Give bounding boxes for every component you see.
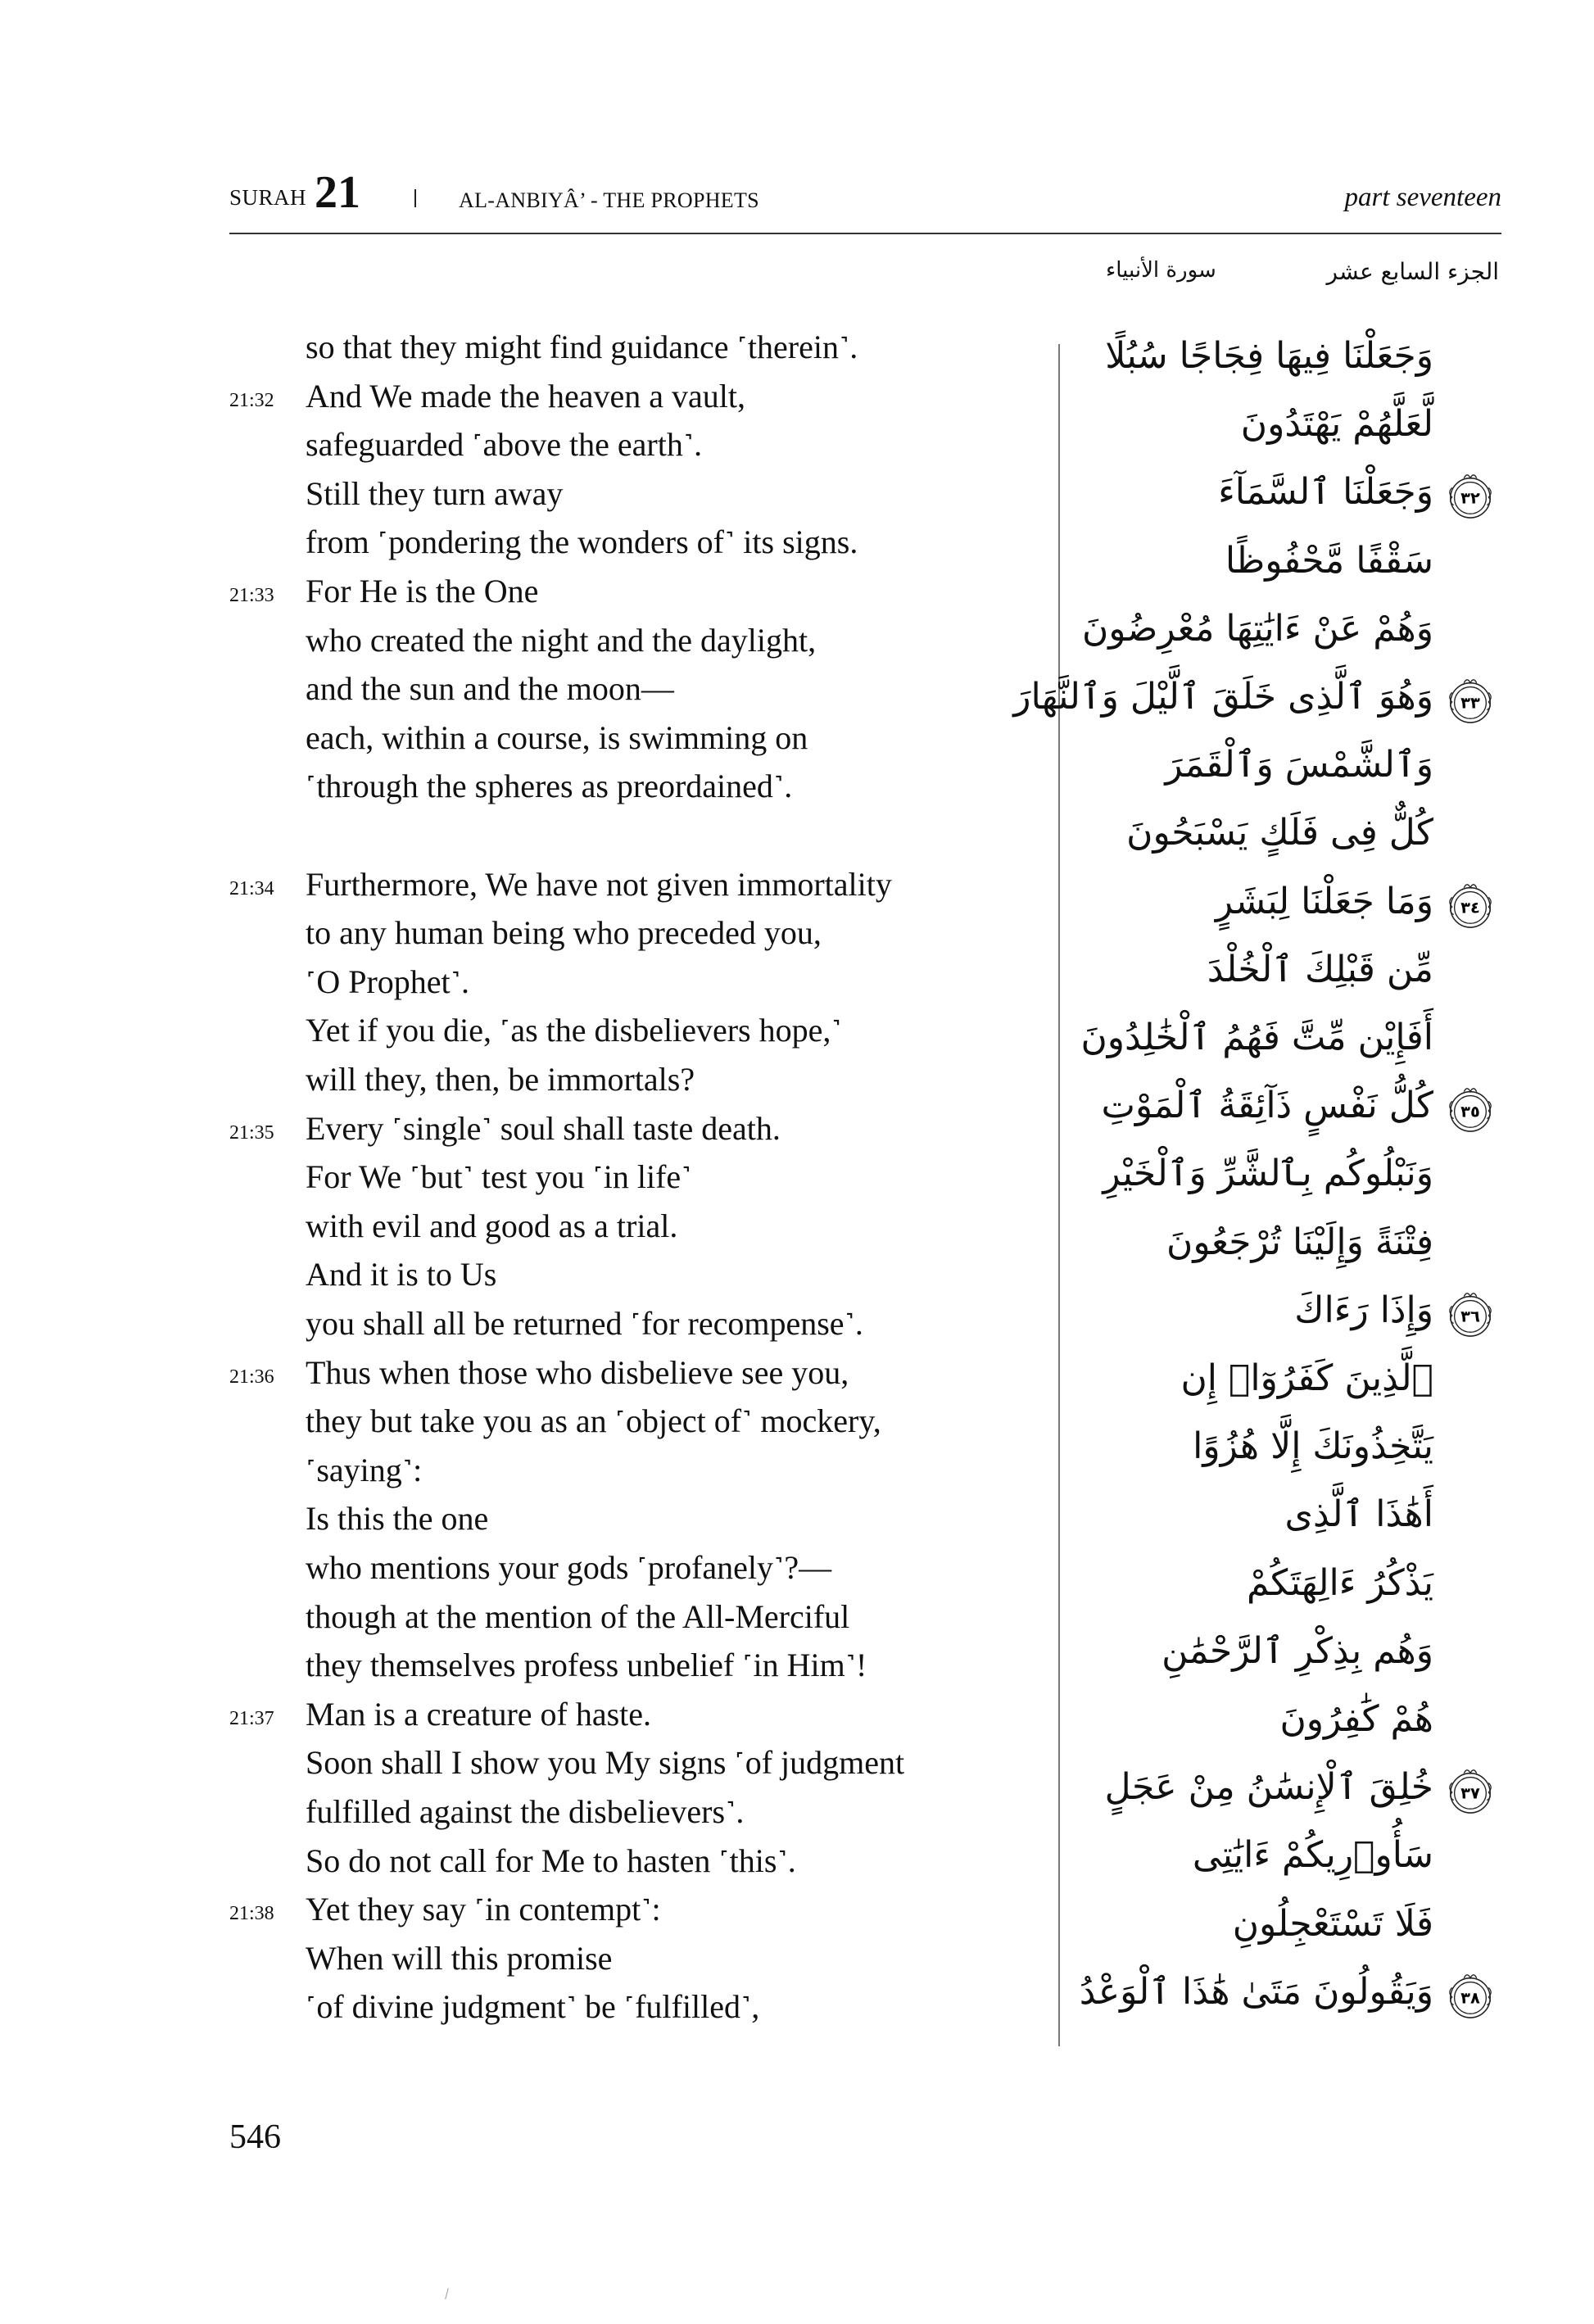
translation-text: from ˹pondering the wonders of˺ its signs. <box>306 523 858 561</box>
verse-number: 21:37 <box>229 1707 274 1729</box>
translation-line <box>229 1251 1016 1300</box>
arabic-line <box>1065 592 1507 658</box>
arabic-verse-text: وَٱلشَّمْسَ وَٱلْقَمَرَ <box>1165 744 1433 786</box>
translation-text: will they, then, be immortals? <box>306 1061 695 1098</box>
arabic-verse-text: خُلِقَ ٱلْإِنسَٰنُ مِنْ عَجَلٍ <box>1104 1766 1433 1809</box>
arabic-verse-text: وَمَا جَعَلْنَا لِبَشَرٍ <box>1215 880 1433 922</box>
arabic-line <box>1065 1342 1507 1407</box>
arabic-line <box>1065 319 1507 385</box>
translation-line <box>229 909 1016 958</box>
arabic-line <box>1065 1478 1507 1543</box>
translation-text: Yet they say ˹in contempt˺: <box>306 1891 661 1928</box>
ayah-number: ٣٧ <box>1460 1783 1480 1803</box>
arabic-line <box>1065 865 1507 931</box>
translation-line <box>229 1886 1016 1935</box>
translation-line <box>229 1642 1016 1691</box>
surah-label: SURAH <box>229 185 307 210</box>
translation-line <box>229 1203 1016 1252</box>
translation-line <box>229 665 1016 714</box>
translation-line <box>229 1739 1016 1788</box>
translation-text: So do not call for Me to hasten ˹this˺. <box>306 1842 796 1879</box>
arabic-line <box>1065 455 1507 521</box>
arabic-verse-text: وَنَبْلُوكُم بِٱلشَّرِّ وَٱلْخَيْرِ <box>1103 1153 1433 1195</box>
ayah-end-marker-icon <box>1448 1765 1492 1810</box>
translation-text: ˹saying˺: <box>306 1451 423 1488</box>
ayah-end-marker-icon <box>1448 880 1492 924</box>
translation-text: each, within a course, is swimming on <box>306 718 808 756</box>
arabic-verse-text: يَذْكُرُ ءَالِهَتَكُمْ <box>1246 1561 1433 1604</box>
arabic-line <box>1065 1819 1507 1884</box>
translation-text: Furthermore, We have not given immortality <box>306 865 892 903</box>
translation-text: safeguarded ˹above the earth˺. <box>306 426 703 464</box>
arabic-line <box>1065 1955 1507 2021</box>
translation-line <box>229 1935 1016 1984</box>
ayah-end-marker-icon <box>1448 675 1492 719</box>
arabic-verse-text: وَجَعَلْنَا ٱلسَّمَآءَ <box>1218 471 1433 514</box>
ayah-end-marker-icon <box>1448 470 1492 514</box>
translation-text: For He is the One <box>306 573 539 609</box>
arabic-line <box>1065 1547 1507 1612</box>
arabic-verse-text: لَّعَلَّهُمْ يَهْتَدُونَ <box>1240 403 1433 446</box>
translation-line <box>229 519 1016 568</box>
arabic-surah-label: سورة الأنبياء <box>1106 258 1216 283</box>
translation-text: they themselves profess unbelief ˹in Him˺! <box>306 1647 867 1684</box>
ayah-end-marker-icon <box>1448 1970 1492 2014</box>
translation-line <box>229 617 1016 666</box>
translation-line <box>229 958 1016 1008</box>
arabic-verse-text: كُلُّ نَفْسٍ ذَآئِقَةُ ٱلْمَوْتِ <box>1101 1085 1433 1127</box>
arabic-verse-text: فِتْنَةً وَإِلَيْنَا تُرْجَعُونَ <box>1166 1221 1433 1263</box>
translation-text: fulfilled against the disbelievers˺. <box>306 1793 745 1830</box>
translation-text: though at the mention of the All-Merciful <box>306 1597 850 1635</box>
translation-line <box>229 1153 1016 1203</box>
arabic-verse-text: سَقْفًا مَّحْفُوظًا <box>1225 539 1433 582</box>
arabic-line <box>1065 1069 1507 1135</box>
translation-text: Every ˹single˺ soul shall taste death. <box>306 1109 781 1147</box>
verse-number: 21:33 <box>229 585 274 606</box>
translation-line <box>229 1837 1016 1887</box>
translation-line <box>229 1495 1016 1544</box>
arabic-line <box>1065 933 1507 999</box>
translation-text: ˹of divine judgment˺ be ˹fulfilled˺, <box>306 1988 760 2026</box>
arabic-line <box>1065 387 1507 453</box>
translation-text: ˹through the spheres as preordained˺. <box>306 768 793 805</box>
translation-line <box>229 1788 1016 1837</box>
translation-text: And We made the heaven a vault, <box>306 377 745 415</box>
translation-line <box>229 568 1016 617</box>
translation-line <box>229 1691 1016 1740</box>
translation-line <box>229 1544 1016 1593</box>
translation-text: they but take you as an ˹object of˺ mockery, <box>306 1402 881 1440</box>
arabic-verse-text: أَفَإِيْن مِّتَّ فَهُمُ ٱلْخَٰلِدُونَ <box>1080 1017 1433 1058</box>
ayah-number: ٣٣ <box>1460 693 1480 713</box>
ayah-number: ٣٥ <box>1460 1102 1480 1121</box>
arabic-line <box>1065 1683 1507 1748</box>
translation-text: who created the night and the daylight, <box>306 621 817 659</box>
arabic-line <box>1065 1615 1507 1680</box>
arabic-line <box>1065 1410 1507 1475</box>
arabic-verse-text: يَتَّخِذُونَكَ إِلَّا هُزُوًا <box>1193 1425 1433 1468</box>
translation-line <box>229 1593 1016 1642</box>
arabic-line <box>1065 1137 1507 1203</box>
running-header <box>229 168 1501 217</box>
arabic-line <box>1065 1751 1507 1816</box>
ayah-number: ٣٨ <box>1460 1988 1480 2008</box>
translation-line <box>229 1105 1016 1154</box>
arabic-verse-text: مِّن قَبْلِكَ ٱلْخُلْدَ <box>1207 948 1433 990</box>
translation-text: Yet if you die, ˹as the disbelievers hope,˺ <box>306 1012 842 1049</box>
arabic-verse-text: ٱلَّذِينَ كَفَرُوٓا۟ إِن <box>1180 1357 1433 1399</box>
arabic-verse-text: أَهَٰذَا ٱلَّذِى <box>1284 1493 1433 1536</box>
translation-line <box>229 1300 1016 1349</box>
translation-text: ˹O Prophet˺. <box>306 963 469 1000</box>
arabic-line <box>1065 728 1507 794</box>
header-rule <box>229 233 1501 234</box>
arabic-verse-text: هُمْ كَٰفِرُونَ <box>1279 1698 1433 1740</box>
translation-text: to any human being who preceded you, <box>306 914 822 952</box>
arabic-line <box>1065 796 1507 862</box>
ayah-number: ٣٦ <box>1460 1307 1480 1326</box>
arabic-line <box>1065 1887 1507 1953</box>
arabic-verse-text: وَهُمْ عَنْ ءَايَٰتِهَا مُعْرِضُونَ <box>1081 607 1433 650</box>
translation-text: with evil and good as a trial. <box>306 1207 678 1244</box>
arabic-line <box>1013 660 1507 726</box>
ayah-end-marker-icon <box>1448 1084 1492 1128</box>
translation-text: Still they turn away <box>306 474 564 512</box>
verse-number: 21:38 <box>229 1903 274 1925</box>
surah-title: AL-ANBIYÂ’ - THE PROPHETS <box>459 188 759 212</box>
translation-line <box>229 421 1016 470</box>
column-divider <box>1058 344 1060 2046</box>
translation-text: you shall all be returned ˹for recompense˺. <box>306 1305 863 1342</box>
arabic-verse-text: وَيَقُولُونَ مَتَىٰ هَٰذَا ٱلْوَعْدُ <box>1079 1970 1433 2013</box>
translation-line <box>229 470 1016 519</box>
translation-line <box>229 1349 1016 1398</box>
translation-line <box>229 763 1016 812</box>
translation-line <box>229 714 1016 763</box>
verse-number: 21:34 <box>229 877 274 899</box>
surah-number: 21 <box>315 167 360 218</box>
translation-line <box>229 1398 1016 1447</box>
translation-line <box>229 1007 1016 1056</box>
verse-number: 21:36 <box>229 1366 274 1388</box>
translation-text: And it is to Us <box>306 1256 497 1293</box>
ayah-end-marker-icon <box>1448 1289 1492 1333</box>
header-separator-bar <box>414 189 416 207</box>
arabic-verse-text: وَهُم بِذِكْرِ ٱلرَّحْمَٰنِ <box>1162 1629 1433 1672</box>
translation-line <box>229 324 1016 373</box>
translation-line <box>229 1447 1016 1496</box>
arabic-line <box>1065 524 1507 590</box>
arabic-running-header <box>1106 258 1499 307</box>
arabic-verse-text: فَلَا تَسْتَعْجِلُونِ <box>1232 1902 1433 1945</box>
translation-text: Thus when those who disbelieve see you, <box>306 1353 849 1391</box>
translation-line <box>229 1056 1016 1105</box>
verse-number: 21:35 <box>229 1121 274 1144</box>
arabic-verse-text: كُلٌّ فِى فَلَكٍ يَسْبَحُونَ <box>1126 812 1433 854</box>
arabic-line <box>1065 1274 1507 1339</box>
translation-text: who mentions your gods ˹profanely˺?— <box>306 1549 832 1586</box>
translation-text: Is this the one <box>306 1500 489 1538</box>
arabic-line <box>1065 1206 1507 1271</box>
ayah-number: ٣٢ <box>1460 489 1480 509</box>
translation-text: For We ˹but˺ test you ˹in life˺ <box>306 1158 692 1196</box>
translation-text: Soon shall I show you My signs ˹of judgment <box>306 1744 905 1782</box>
ayah-number: ٣٤ <box>1460 898 1480 917</box>
arabic-line <box>1065 1001 1507 1067</box>
translation-text: When will this promise <box>306 1939 613 1977</box>
page-number: 546 <box>229 2118 281 2156</box>
arabic-verse-text: سَأُو۟رِيكُمْ ءَايَٰتِى <box>1192 1834 1433 1877</box>
arabic-juz-label: الجزء السابع عشر <box>1326 258 1499 285</box>
verse-number: 21:32 <box>229 389 274 411</box>
translation-text: Man is a creature of haste. <box>306 1695 652 1733</box>
scan-artifact <box>445 2288 449 2299</box>
translation-line <box>229 1983 1016 2032</box>
arabic-verse-text: وَإِذَا رَءَاكَ <box>1294 1289 1433 1331</box>
part-label: part seventeen <box>1344 183 1501 212</box>
translation-text: so that they might find guidance ˹therein˺. <box>306 328 858 365</box>
translation-line <box>229 373 1016 422</box>
arabic-verse-text: وَجَعَلْنَا فِيهَا فِجَاجًا سُبُلًا <box>1105 335 1433 377</box>
translation-line <box>229 861 1016 910</box>
arabic-verse-text: وَهُوَ ٱلَّذِى خَلَقَ ٱلَّيْلَ وَٱلنَّهَارَ <box>1013 676 1433 718</box>
translation-text: and the sun and the moon— <box>306 670 674 708</box>
